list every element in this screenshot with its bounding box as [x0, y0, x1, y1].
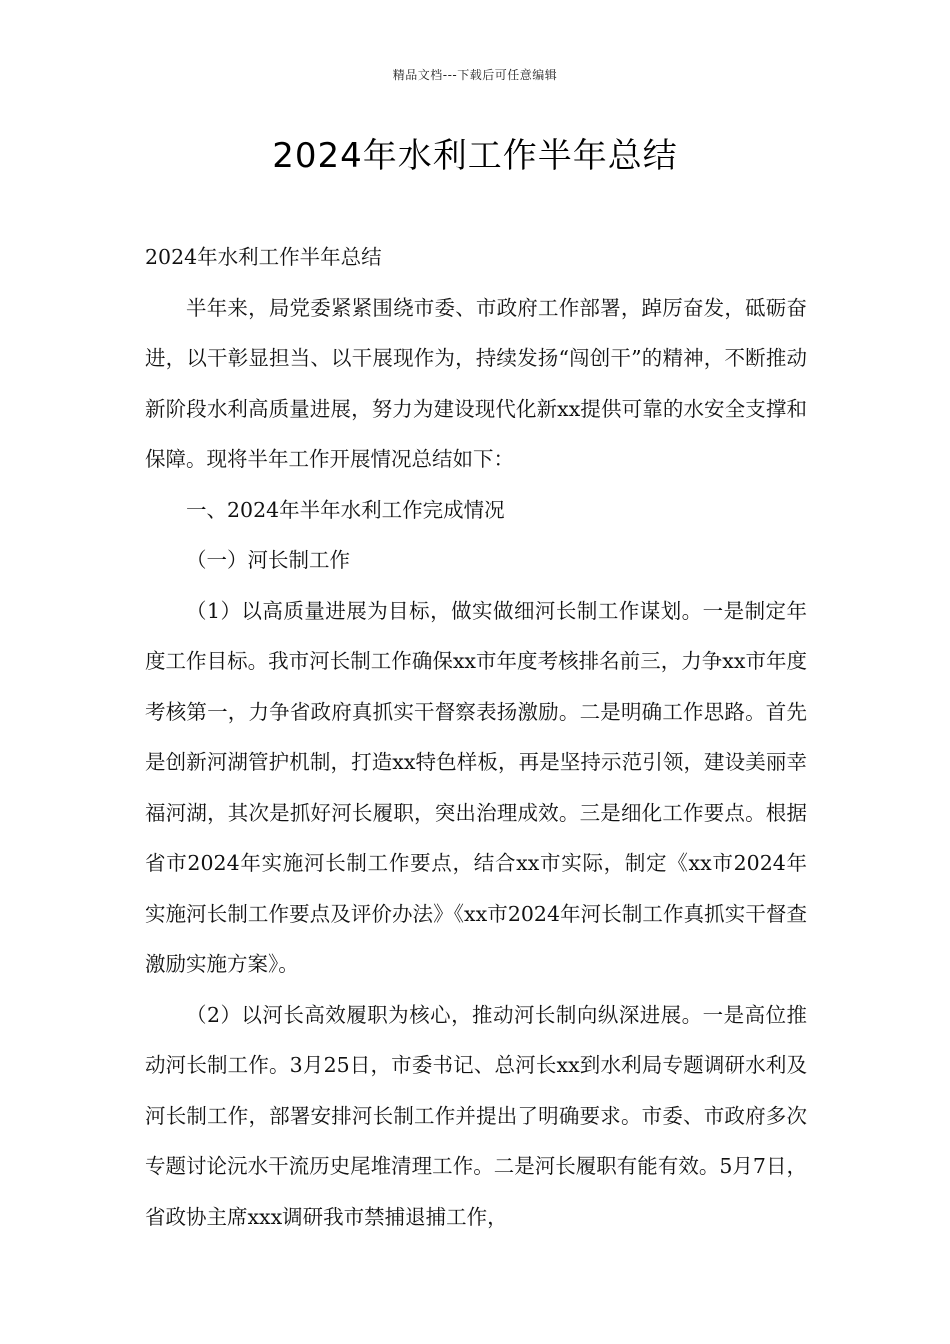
subtitle-paragraph: 2024年水利工作半年总结 — [145, 245, 382, 269]
body-paragraph: （2）以河长高效履职为核心，推动河长制向纵深进展。一是高位推动河长制工作。3月25日，市委书记、总河长xx到水利局专题调研水利及河长制工作，部署安排河长制工作并提出了明确要求。市委、市政府多次专题讨论沅水干流历史尾堆清理工作。二是河长履职有能有效。5月7日，省政协主席xxx调研我市禁捕退捕工作， — [145, 1002, 807, 1229]
body-paragraph: （1）以高质量进展为目标，做实做细河长制工作谋划。一是制定年度工作目标。我市河长制工作确保xx市年度考核排名前三，力争xx市年度考核第一，力争省政府真抓实干督察表扬激励。二是明确工作思路。首先是创新河湖管护机制，打造xx特色样板，再是坚持示范引领，建设美丽幸福河湖，其次是抓好河长履职，突出治理成效。三是细化工作要点。根据省市2024年实施河长制工作要点，结合xx市实际，制定《xx市2024年实施河长制工作要点及评价办法》《xx市2024年河长制工作真抓实干督查激励实施方案》。 — [145, 598, 807, 976]
document-body — [145, 232, 807, 1242]
section-heading: 一、2024年半年水利工作完成情况 — [186, 497, 505, 522]
intro-paragraph: 半年来，局党委紧紧围绕市委、市政府工作部署，踔厉奋发，砥砺奋进，以干彰显担当、以干展现作为，持续发扬“闯创干”的精神，不断推动新阶段水利高质量进展，努力为建设现代化新xx提供可靠的水安全支撑和保障。现将半年工作开展情况总结如下： — [145, 295, 807, 471]
header-note: 精品文档---下载后可任意编辑 — [392, 68, 558, 82]
subsection-heading: （一）河长制工作 — [186, 548, 350, 572]
document-title: 2024年水利工作半年总结 — [272, 136, 678, 176]
